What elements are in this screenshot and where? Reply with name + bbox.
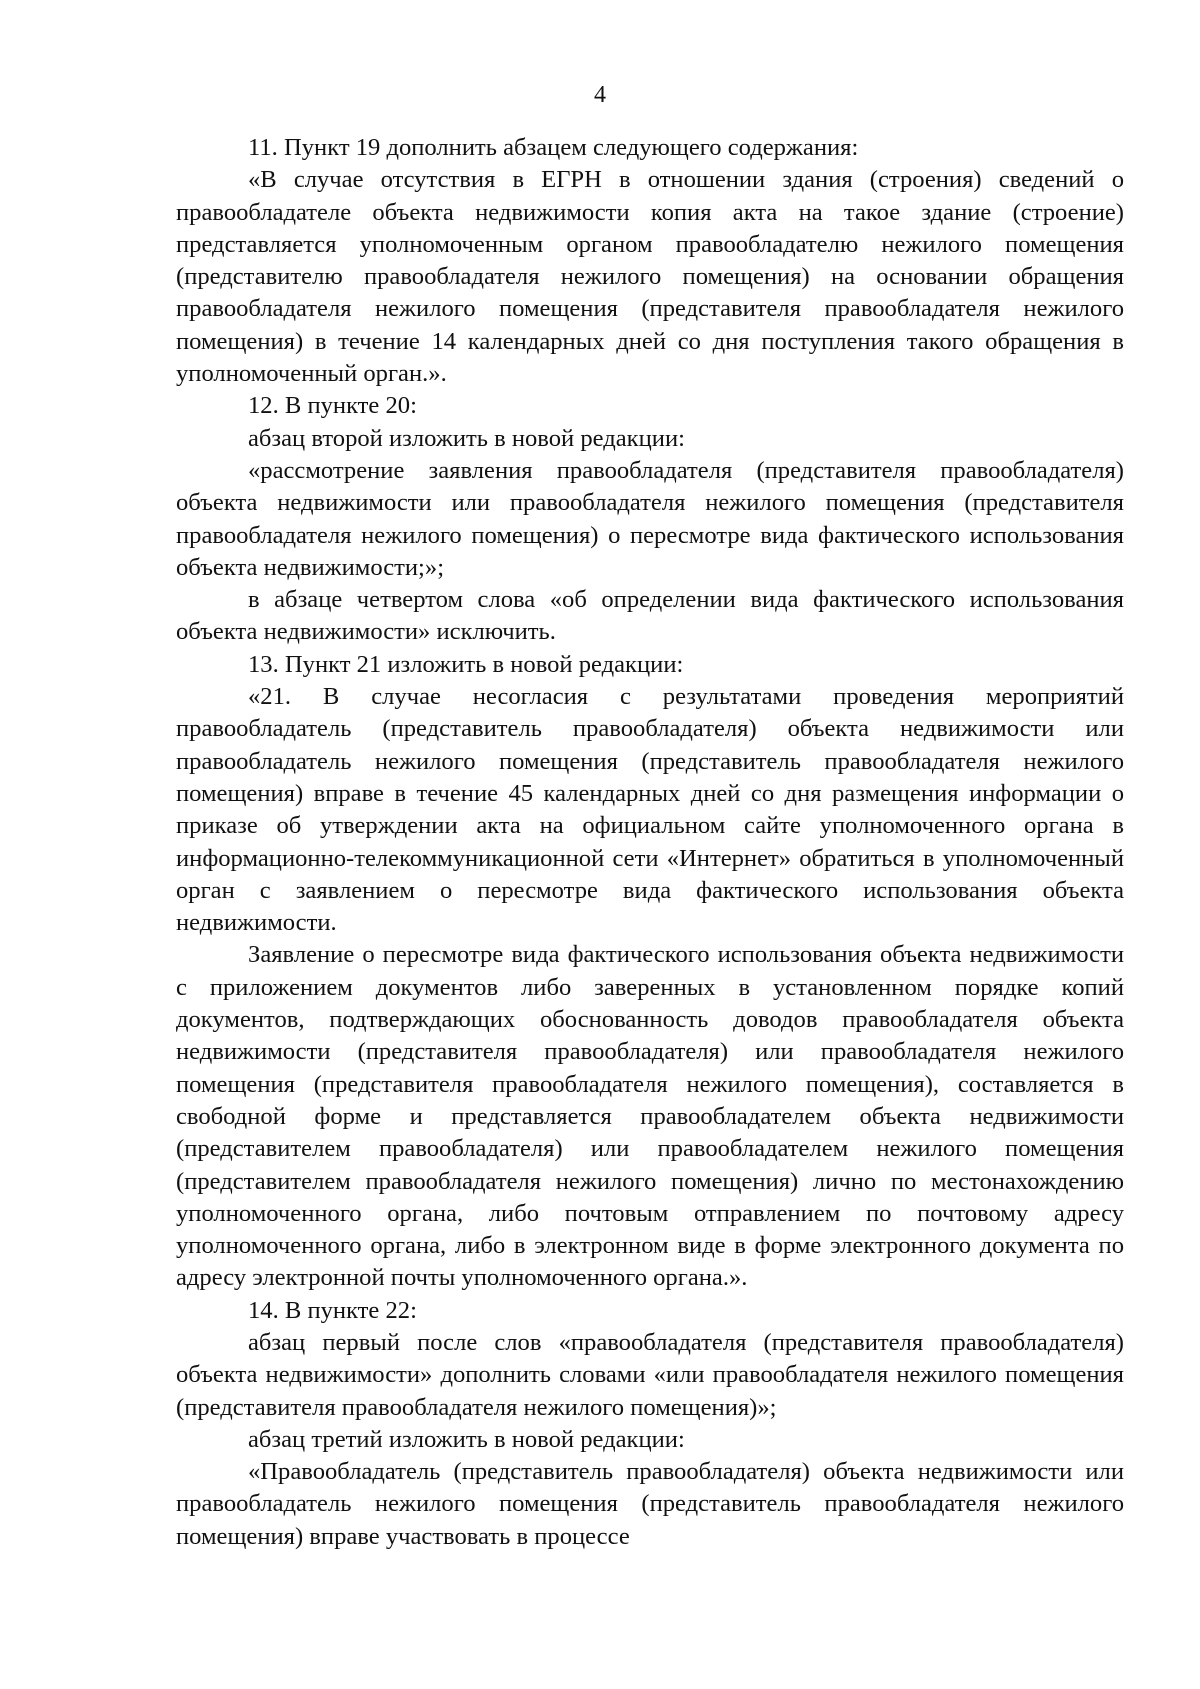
paragraph-item-12-text: «рассмотрение заявления правообладателя (представителя правообладателя) объекта недвижимости или правообладателя нежилого помещения (представителя правообладателя нежилого помещения) о пересмотре вида фактического использования объекта недвижимости;»; [176, 456, 1124, 581]
paragraph-item-12-intro: абзац второй изложить в новой редакции: [248, 424, 685, 452]
paragraph-item-11-text: «В случае отсутствия в ЕГРН в отношении здания (строения) сведений о правообладателе объекта недвижимости копия акта на такое здание (строение) представляется уполномоченным органом правообладателю нежилого помещения (представителю правообладателя нежилого помещения) на основании обращения правообладателя нежилого помещения (представителя правообладателя нежилого помещения) в течение 14 календарных дней со дня поступления такого обращения в уполномоченный орган.». [176, 166, 1124, 388]
paragraph-item-13-text-2: Заявление о пересмотре вида фактического использования объекта недвижимости с приложением документов либо заверенных в установленном порядке копий документов, подтверждающих обоснованность доводов правообладателя объекта недвижимости (представителя правообладателя) или правообладателя нежилого помещения (представителя правообладателя нежилого помещения), составляется в свободной форме и представляется правообладателем объекта недвижимости (представителем правообладателя) или правообладателем нежилого помещения (представителем правообладателя нежилого помещения) лично по местонахождению уполномоченного органа, либо почтовым отправлением по почтовому адресу уполномоченного органа, либо в электронном виде в форме электронного документа по адресу электронной почты уполномоченного органа.». [176, 941, 1124, 1292]
paragraph-item-12-heading: 12. В пункте 20: [248, 392, 417, 420]
paragraph-item-14-first-abzac: абзац первый после слов «правообладателя (представителя правообладателя) объекта недвижимости» дополнить словами «или правообладателя нежилого помещения (представителя правообладателя нежилого помещения)»; [176, 1328, 1124, 1421]
paragraph-item-13-text-1: «21. В случае несогласия с результатами проведения мероприятий правообладатель (представитель правообладателя) объекта недвижимости или правообладатель нежилого помещения (представитель правообладателя нежилого помещения) вправе в течение 45 календарных дней со дня размещения информации о приказе об утверждении акта на официальном сайте уполномоченного органа в информационно-телекоммуникационной сети «Интернет» обратиться в уполномоченный орган с заявлением о пересмотре вида фактического использования объекта недвижимости. [176, 683, 1124, 937]
paragraph-item-14-heading: 14. В пункте 22: [248, 1296, 417, 1324]
paragraph-item-12-exclusion: в абзаце четвертом слова «об определении вида фактического использования объекта недвижимости» исключить. [176, 586, 1124, 646]
paragraph-item-11-heading: 11. Пункт 19 дополнить абзацем следующего содержания: [248, 134, 859, 161]
paragraph-item-13-heading: 13. Пункт 21 изложить в новой редакции: [248, 650, 684, 678]
page-number: 4 [594, 82, 606, 108]
document-body [176, 132, 1124, 1553]
paragraph-item-14-text: «Правообладатель (представитель правообладателя) объекта недвижимости или правообладатель нежилого помещения (представитель правообладателя нежилого помещения) вправе участвовать в процессе [176, 1458, 1124, 1550]
paragraph-item-14-third-abzac-intro: абзац третий изложить в новой редакции: [248, 1425, 685, 1453]
